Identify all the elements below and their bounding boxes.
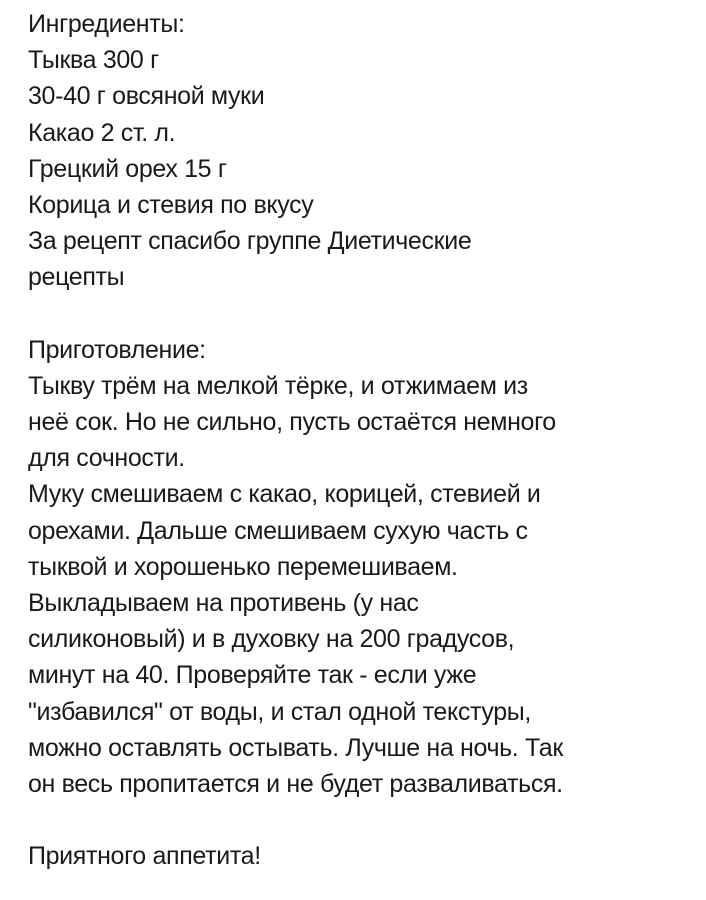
preparation-line: для сочности. <box>28 444 185 473</box>
preparation-line: орехами. Дальше смешиваем сухую часть с <box>28 516 528 545</box>
recipe-text <box>28 6 692 875</box>
preparation-line: силиконовый) и в духовку на 200 градусов, <box>28 625 515 654</box>
credit-line: рецепты <box>28 263 125 292</box>
paragraph-gap <box>28 802 692 838</box>
ingredient-line: Какао 2 ст. л. <box>28 118 176 147</box>
preparation-line: "избавился" от воды, и стал одной текстуры, <box>28 697 532 726</box>
preparation-line: Тыкву трём на мелкой тёрке, и отжимаем из <box>28 371 528 400</box>
ingredients-heading: Ингредиенты: <box>28 10 185 38</box>
preparation-line: Муку смешиваем с какао, корицей, стевией и <box>28 480 541 509</box>
preparation-line: тыквой и хорошенько перемешиваем. <box>28 552 458 581</box>
ingredient-line: Грецкий орех 15 г <box>28 154 227 183</box>
preparation-line: он весь пропитается и не будет разваливаться. <box>28 769 563 798</box>
preparation-line: можно оставлять остывать. Лучше на ночь. Так <box>28 733 563 762</box>
closing-line: Приятного аппетита! <box>28 842 261 871</box>
paragraph-gap <box>28 296 692 332</box>
ingredient-line: 30-40 г овсяной муки <box>28 82 265 111</box>
preparation-line: минут на 40. Проверяйте так - если уже <box>28 661 477 690</box>
preparation-heading: Приготовление: <box>28 335 206 364</box>
ingredient-line: Тыква 300 г <box>28 46 159 75</box>
preparation-line: Выкладываем на противень (у нас <box>28 589 419 617</box>
preparation-line: неё сок. Но не сильно, пусть остаётся немного <box>28 408 556 437</box>
ingredient-line: Корица и стевия по вкусу <box>28 190 314 219</box>
credit-line: За рецепт спасибо группе Диетические <box>28 227 472 256</box>
